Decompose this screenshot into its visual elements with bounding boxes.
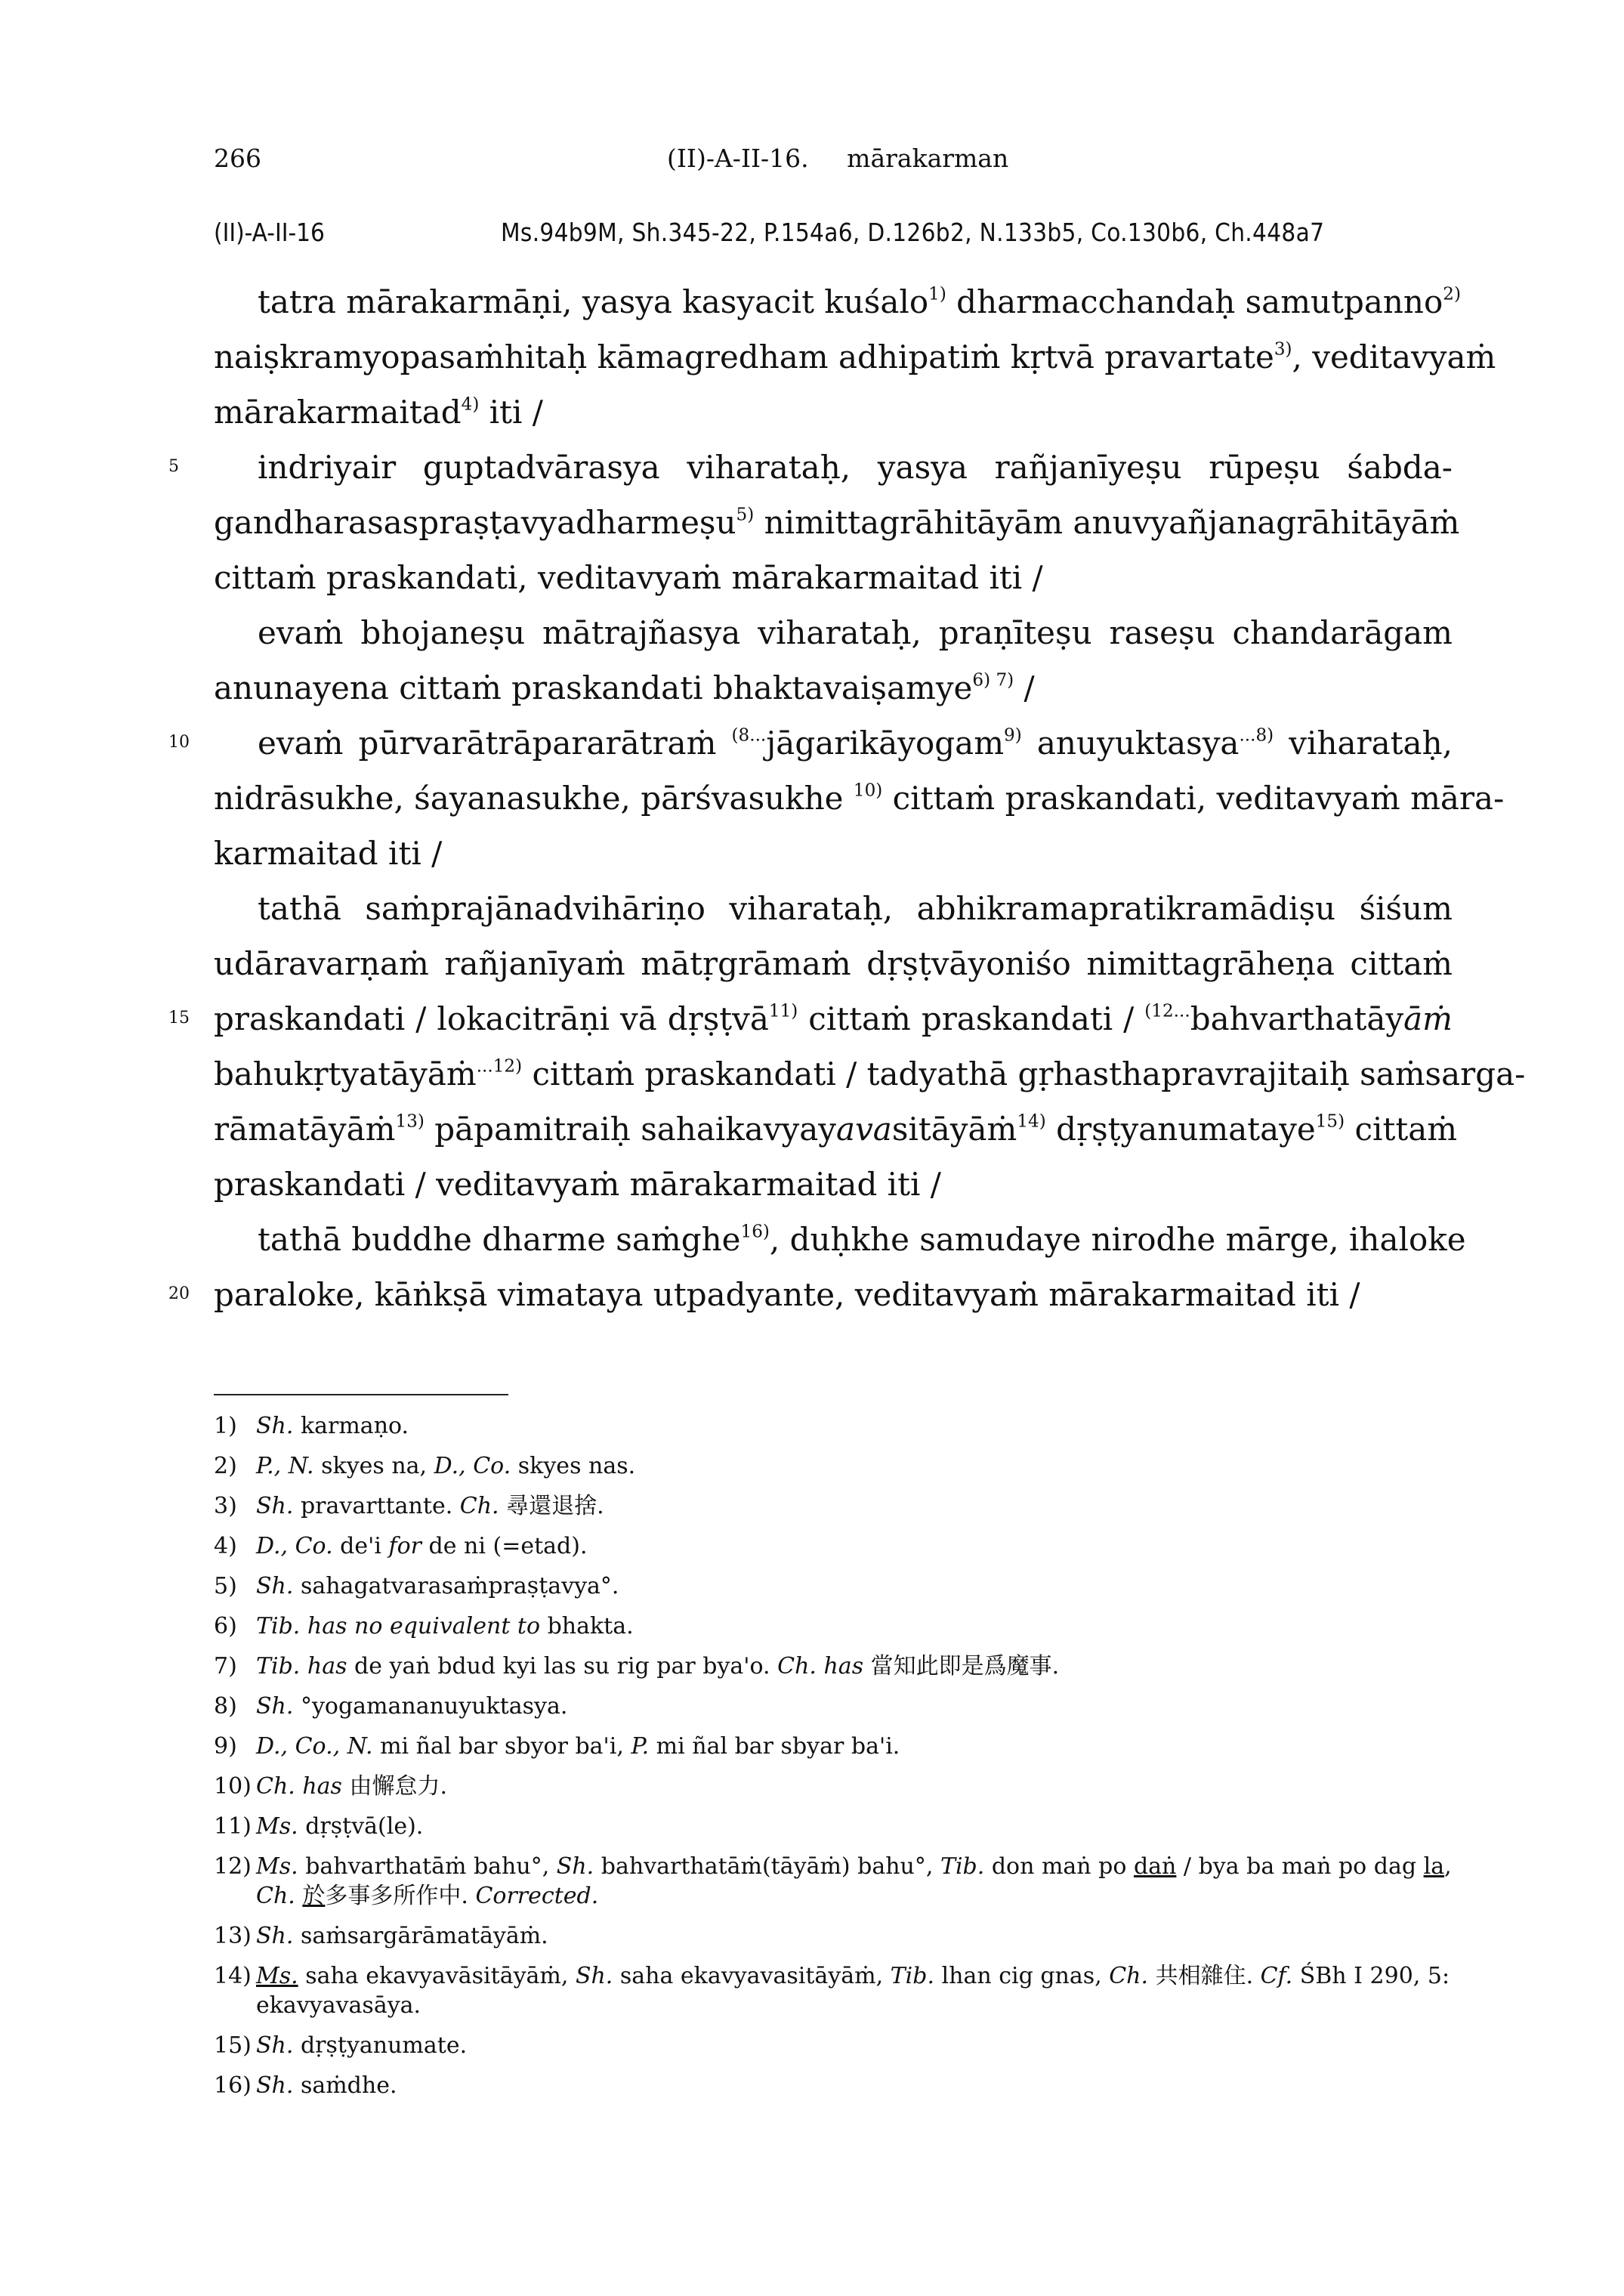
footnote bbox=[214, 1612, 1453, 1641]
footnote-number: 6) bbox=[214, 1613, 237, 1639]
line-number: 5 bbox=[168, 457, 179, 476]
footnote-number: 1) bbox=[214, 1413, 237, 1439]
footnote-number: 8) bbox=[214, 1693, 237, 1720]
footnote-text: Sh. sahagatvarasaṁpraṣṭavya°. bbox=[256, 1573, 619, 1599]
section-id: (II)-A-II-16 bbox=[214, 218, 325, 247]
text-line-content: praskandati / veditavyaṁ mārakarmaitad iti / bbox=[214, 1166, 941, 1203]
footnote bbox=[214, 1732, 1453, 1761]
text-line-content: tathā saṁprajānadvihāriṇo viharataḥ, abhikramapratikramādiṣu śiśum bbox=[258, 890, 1453, 927]
footnote-text: Sh. karmaṇo. bbox=[256, 1413, 409, 1439]
text-line bbox=[214, 1216, 1466, 1271]
text-line-content: rāmatāyāṁ$^{13)}$ pāpamitraiḥ sahaikavyayavasitāyāṁ$^{14)}$ dṛṣṭyanumataye$^{15)}$ cittaṁ bbox=[214, 1111, 1458, 1148]
text-line bbox=[168, 443, 1453, 499]
footnote-text: Sh. dṛṣṭyanumate. bbox=[256, 2032, 468, 2059]
footnote bbox=[214, 1571, 1453, 1601]
footnote-divider bbox=[214, 1394, 508, 1395]
text-line-content: naiṣkramyopasaṁhitaḥ kāmagredham adhipatiṁ kṛtvā pravartate$^{3)}$, veditavyaṁ bbox=[214, 338, 1496, 375]
running-header bbox=[214, 144, 1453, 181]
footnote-text: Sh. saṁdhe. bbox=[256, 2072, 397, 2099]
footnote-number: 5) bbox=[214, 1573, 237, 1599]
line-number: 10 bbox=[168, 733, 190, 752]
text-line bbox=[214, 774, 1505, 830]
footnote bbox=[214, 1491, 1453, 1521]
text-line-content: karmaitad iti / bbox=[214, 835, 443, 872]
text-line-content: bahukṛtyatāyāṁ$^{...12)}$ cittaṁ praskandati / tadyathā gṛhasthapravrajitaiḥ saṁsarga- bbox=[214, 1055, 1526, 1092]
text-line bbox=[214, 554, 1453, 609]
text-line-content: tatra mārakarmāṇi, yasya kasyacit kuśalo$^{1)}$ dharmacchandaḥ samutpanno$^{2)}$ bbox=[258, 283, 1461, 320]
footnote-number: 14) bbox=[214, 1963, 252, 1989]
text-line bbox=[214, 885, 1453, 940]
footnote-text: Sh. °yogamananuyuktasya. bbox=[256, 1693, 568, 1720]
footnote bbox=[214, 1852, 1453, 1911]
footnote-text: D., Co., N. mi ñal bar sbyor ba'i, P. mi ñal bar sbyar ba'i. bbox=[256, 1733, 900, 1760]
text-line bbox=[214, 1160, 1453, 1216]
footnote bbox=[214, 1531, 1453, 1561]
footnote-number: 15) bbox=[214, 2032, 252, 2059]
header-section-title: mārakarman bbox=[847, 144, 1009, 173]
footnote-number: 4) bbox=[214, 1533, 237, 1559]
text-line bbox=[214, 1050, 1526, 1105]
text-line-content: evaṁ pūrvarātrāpararātraṁ $^{(8...}$jāgarikāyogam$^{9)}$ anuyuktasya$^{...8)}$ viharataḥ, bbox=[258, 725, 1453, 762]
footnote-text: Ms. saha ekavyavāsitāyāṁ, Sh. saha ekavyavasitāyāṁ, Tib. lhan cig gnas, Ch. 共相雜住. Cf. ŚBh I 290, 5: ekavyavasāya. bbox=[256, 1963, 1450, 2019]
header-center bbox=[667, 144, 1039, 173]
footnote-number: 2) bbox=[214, 1453, 237, 1479]
footnote bbox=[214, 1411, 1453, 1441]
text-line bbox=[168, 995, 1453, 1050]
footnote-number: 16) bbox=[214, 2072, 252, 2099]
text-line-content: cittaṁ praskandati, veditavyaṁ mārakarmaitad iti / bbox=[214, 559, 1043, 596]
text-line-content: tathā buddhe dharme saṁghe$^{16)}$, duḥkhe samudaye nirodhe mārge, ihaloke bbox=[258, 1221, 1466, 1258]
header-section-ref: (II)-A-II-16. bbox=[667, 144, 809, 173]
text-line-content: mārakarmaitad$^{4)}$ iti / bbox=[214, 394, 543, 431]
text-line bbox=[214, 664, 1453, 719]
text-line bbox=[214, 609, 1453, 664]
text-line-content: nidrāsukhe, śayanasukhe, pārśvasukhe $^{10)}$ cittaṁ praskandati, veditavyaṁ māra- bbox=[214, 780, 1505, 817]
footnote bbox=[214, 1772, 1453, 1801]
line-number: 20 bbox=[168, 1284, 190, 1303]
footnote-text: Sh. pravarttante. Ch. 尋還退捨. bbox=[256, 1493, 604, 1519]
footnote bbox=[214, 1652, 1453, 1681]
main-text bbox=[168, 278, 1526, 1326]
text-line bbox=[214, 830, 1453, 885]
footnote bbox=[214, 1451, 1453, 1481]
text-line-content: indriyair guptadvārasya viharataḥ, yasya rañjanīyeṣu rūpeṣu śabda- bbox=[258, 449, 1453, 486]
footnote-text: Ms. dṛṣṭvā(le). bbox=[256, 1813, 424, 1840]
footnote-text: Ch. has 由懈怠力. bbox=[256, 1773, 448, 1800]
text-line bbox=[214, 333, 1496, 388]
text-line bbox=[214, 1105, 1458, 1160]
footnote-text: Sh. saṁsargārāmatāyāṁ. bbox=[256, 1923, 548, 1949]
footnote-number: 10) bbox=[214, 1773, 252, 1800]
footnote-number: 11) bbox=[214, 1813, 252, 1840]
text-line-content: anunayena cittaṁ praskandati bhaktavaiṣamye$^{6) 7)}$ / bbox=[214, 669, 1035, 706]
text-line-content: gandharasaspraṣṭavyadharmeṣu$^{5)}$ nimittagrāhitāyām anuvyañjanagrāhitāyāṁ bbox=[214, 504, 1460, 541]
footnote bbox=[214, 1961, 1453, 2020]
text-line bbox=[214, 940, 1453, 995]
footnote bbox=[214, 1692, 1453, 1721]
footnote bbox=[214, 2031, 1453, 2060]
manuscript-references: Ms.94b9M, Sh.345-22, P.154a6, D.126b2, N.133b5, Co.130b6, Ch.448a7 bbox=[501, 218, 1325, 247]
text-line bbox=[214, 388, 1453, 443]
line-number: 15 bbox=[168, 1009, 190, 1027]
footnote-number: 3) bbox=[214, 1493, 237, 1519]
text-line-content: evaṁ bhojaneṣu mātrajñasya viharataḥ, praṇīteṣu raseṣu chandarāgam bbox=[258, 614, 1453, 651]
page-number: 266 bbox=[214, 144, 261, 173]
text-line bbox=[168, 1271, 1453, 1326]
footnote-text: P., N. skyes na, D., Co. skyes nas. bbox=[256, 1453, 636, 1479]
footnote bbox=[214, 1812, 1453, 1841]
text-line-content: udāravarṇaṁ rañjanīyaṁ mātṛgrāmaṁ dṛṣṭvāyoniśo nimittagrāheṇa cittaṁ bbox=[214, 945, 1453, 982]
footnote-text: D., Co. de'i for de ni (=etad). bbox=[256, 1533, 588, 1559]
footnote-number: 7) bbox=[214, 1653, 237, 1680]
footnote-number: 13) bbox=[214, 1923, 252, 1949]
footnote-number: 9) bbox=[214, 1733, 237, 1760]
footnote-text: Tib. has de yaṅ bdud kyi las su rig par bya'o. Ch. has 當知此即是爲魔事. bbox=[256, 1653, 1060, 1680]
footnote bbox=[214, 1921, 1453, 1951]
footnote-text: Tib. has no equivalent to bhakta. bbox=[256, 1613, 634, 1639]
text-line bbox=[214, 278, 1461, 333]
footnote bbox=[214, 2071, 1453, 2100]
text-line bbox=[168, 719, 1453, 774]
footnote-number: 12) bbox=[214, 1853, 252, 1880]
section-reference-line bbox=[214, 218, 1453, 255]
text-line-content: paraloke, kāṅkṣā vimataya utpadyante, veditavyaṁ mārakarmaitad iti / bbox=[214, 1276, 1360, 1313]
text-line bbox=[214, 499, 1460, 554]
text-line-content: praskandati / lokacitrāṇi vā dṛṣṭvā$^{11)}$ cittaṁ praskandati / $^{(12...}$bahvarthatāyāṁ bbox=[214, 1000, 1453, 1037]
footnote-text: Ms. bahvarthatāṁ bahu°, Sh. bahvarthatāṁ(tāyāṁ) bahu°, Tib. don maṅ po daṅ / bya ba maṅ po dag la, Ch. 於多事多所作中. Corrected. bbox=[256, 1853, 1452, 1909]
footnotes bbox=[214, 1411, 1453, 2111]
